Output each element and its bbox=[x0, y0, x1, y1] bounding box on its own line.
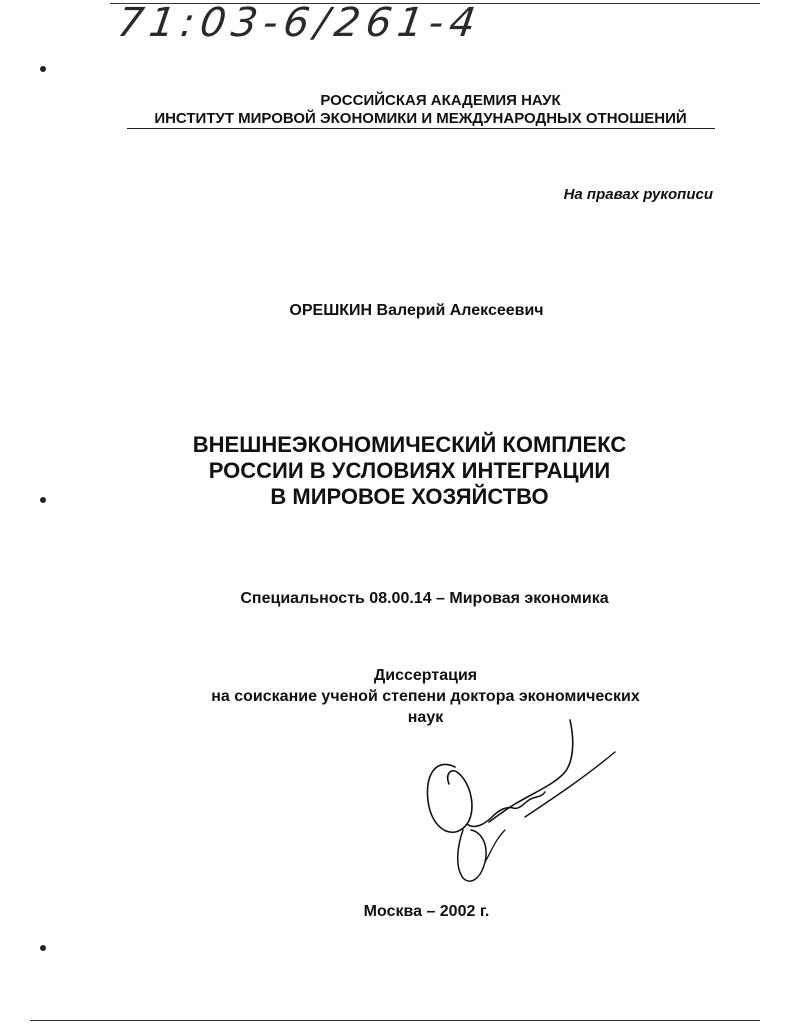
title-line: В МИРОВОЕ ХОЗЯЙСТВО bbox=[270, 484, 549, 509]
scan-dot-mark bbox=[40, 66, 46, 72]
specialty-line: Специальность 08.00.14 – Мировая экономика bbox=[240, 590, 609, 607]
city-and-year: Москва – 2002 г. bbox=[363, 903, 490, 920]
dissertation-title bbox=[0, 432, 791, 510]
degree-line: наук bbox=[407, 709, 444, 726]
author-name: ОРЕШКИН Валерий Алексеевич bbox=[289, 302, 544, 319]
manuscript-rights-note: На правах рукописи bbox=[563, 186, 713, 203]
organization-institute: ИНСТИТУТ МИРОВОЙ ЭКОНОМИКИ И МЕЖДУНАРОДНЫХ ОТНОШЕНИЙ bbox=[154, 110, 687, 127]
degree-statement bbox=[0, 665, 791, 728]
archive-code-handwritten: 71:03-6/261-4 bbox=[114, 0, 485, 46]
organization-academy: РОССИЙСКАЯ АКАДЕМИЯ НАУК bbox=[320, 92, 561, 109]
degree-line: на соискание ученой степени доктора экономических bbox=[211, 688, 640, 705]
organization-header bbox=[0, 92, 791, 128]
scan-dot-mark bbox=[40, 945, 46, 951]
title-line: РОССИИ В УСЛОВИЯХ ИНТЕГРАЦИИ bbox=[208, 458, 611, 483]
degree-line: Диссертация bbox=[373, 667, 478, 684]
bottom-edge-rule bbox=[30, 1020, 760, 1021]
header-underline bbox=[127, 128, 715, 129]
title-line: ВНЕШНЕЭКОНОМИЧЕСКИЙ КОМПЛЕКС bbox=[192, 432, 627, 457]
author-signature bbox=[415, 712, 635, 892]
